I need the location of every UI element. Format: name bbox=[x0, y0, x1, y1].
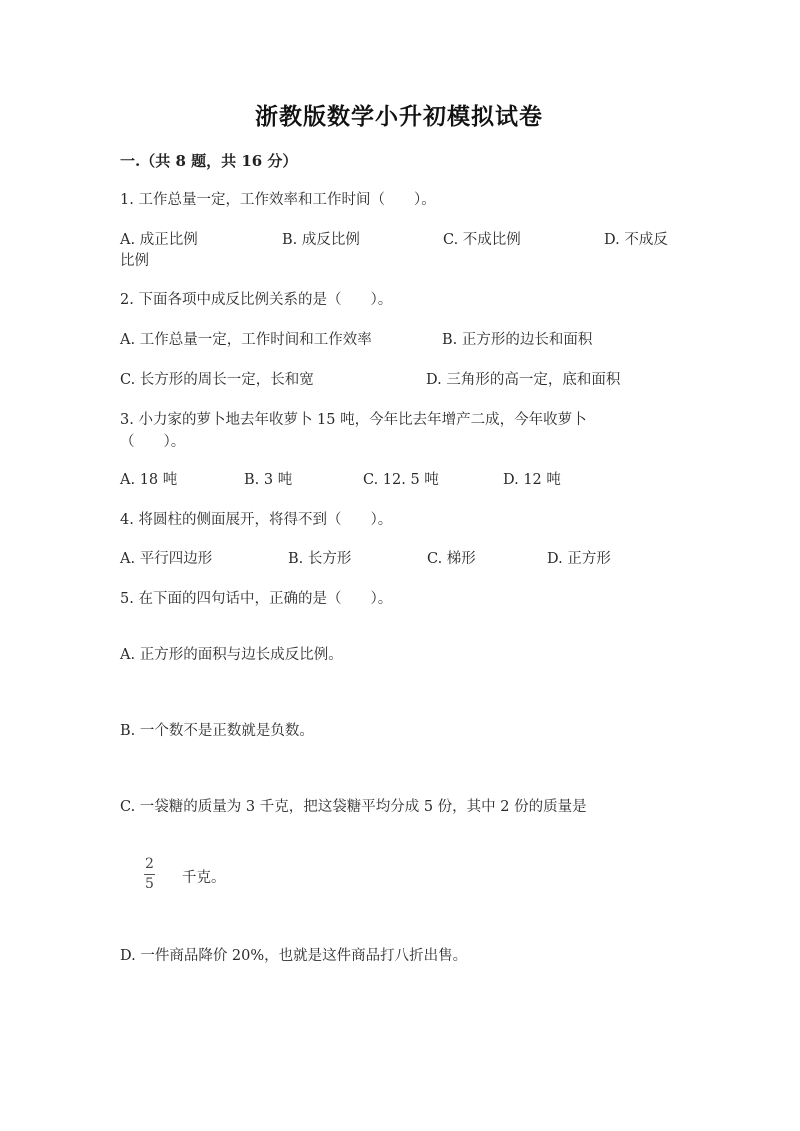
fraction-two-fifths bbox=[144, 857, 155, 892]
question-5-statement-c-unit: 千克。 bbox=[182, 870, 226, 886]
question-4-option-c[interactable]: C. 梯形 bbox=[427, 551, 476, 567]
question-2-option-a[interactable]: A. 工作总量一定，工作时间和工作效率 bbox=[120, 332, 372, 348]
question-5-statement-c[interactable]: C. 一袋糖的质量为 3 千克，把这袋糖平均分成 5 份，其中 2 份的质量是 bbox=[120, 799, 587, 815]
fraction-numerator: 2 bbox=[145, 856, 154, 872]
question-1-stem: 1. 工作总量一定，工作效率和工作时间（ ）。 bbox=[120, 192, 436, 208]
question-3-option-b[interactable]: B. 3 吨 bbox=[244, 472, 293, 488]
question-1-option-d[interactable]: D. 不成反 bbox=[604, 232, 668, 248]
section-heading: 一.（共 8 题，共 16 分） bbox=[120, 152, 298, 170]
question-3-option-d[interactable]: D. 12 吨 bbox=[503, 472, 561, 488]
question-2-stem: 2. 下面各项中成反比例关系的是（ ）。 bbox=[120, 292, 393, 308]
question-2-option-b[interactable]: B. 正方形的边长和面积 bbox=[442, 332, 593, 348]
question-1-option-c[interactable]: C. 不成比例 bbox=[443, 232, 521, 248]
question-2-option-d[interactable]: D. 三角形的高一定，底和面积 bbox=[426, 372, 621, 388]
question-3-option-c[interactable]: C. 12. 5 吨 bbox=[363, 472, 439, 488]
question-4-option-a[interactable]: A. 平行四边形 bbox=[120, 551, 213, 567]
question-3-stem-line2: （ ）。 bbox=[120, 434, 186, 450]
question-4-option-d[interactable]: D. 正方形 bbox=[547, 551, 611, 567]
question-4-option-b[interactable]: B. 长方形 bbox=[288, 551, 352, 567]
fraction-denominator: 5 bbox=[145, 876, 154, 892]
question-5-statement-d[interactable]: D. 一件商品降价 20%，也就是这件商品打八折出售。 bbox=[120, 948, 468, 964]
question-3-option-a[interactable]: A. 18 吨 bbox=[120, 472, 178, 488]
question-1-option-a[interactable]: A. 成正比例 bbox=[120, 232, 198, 248]
fraction-bar bbox=[144, 874, 155, 875]
question-5-stem: 5. 在下面的四句话中，正确的是（ ）。 bbox=[120, 591, 393, 607]
question-4-stem: 4. 将圆柱的侧面展开，将得不到（ ）。 bbox=[120, 512, 393, 528]
question-2-option-c[interactable]: C. 长方形的周长一定，长和宽 bbox=[120, 372, 314, 388]
question-5-statement-b[interactable]: B. 一个数不是正数就是负数。 bbox=[120, 723, 314, 739]
page-title: 浙教版数学小升初模拟试卷 bbox=[255, 103, 543, 130]
question-3-stem-line1: 3. 小力家的萝卜地去年收萝卜 15 吨，今年比去年增产二成，今年收萝卜 bbox=[120, 412, 587, 428]
question-5-statement-a[interactable]: A. 正方形的面积与边长成反比例。 bbox=[120, 647, 343, 663]
question-1-option-d-wrap: 比例 bbox=[120, 253, 149, 269]
question-1-option-b[interactable]: B. 成反比例 bbox=[282, 232, 360, 248]
